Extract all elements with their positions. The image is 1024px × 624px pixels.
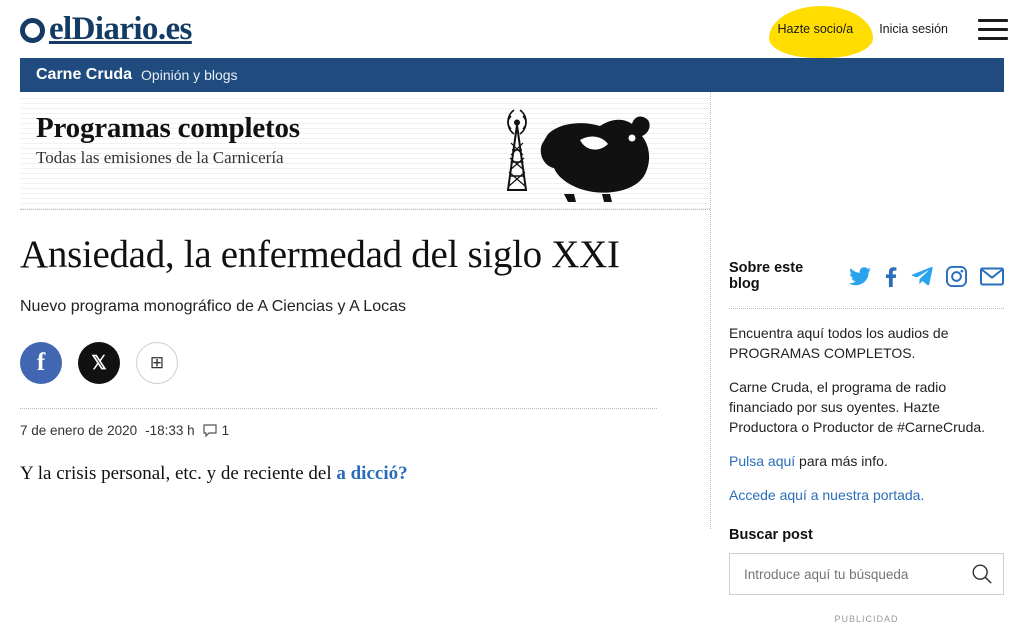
logo-text: elDiario.es — [49, 10, 192, 47]
email-icon[interactable] — [980, 267, 1004, 286]
content-grid — [20, 92, 1004, 624]
share-twitter-x-button[interactable]: 𝕏 — [78, 342, 120, 384]
teaser-link[interactable]: a dicció? — [336, 463, 408, 484]
comment-bubble-icon — [203, 424, 217, 437]
comments-link[interactable] — [203, 423, 230, 438]
programas-completos-banner[interactable] — [20, 98, 710, 210]
blog-section-link[interactable]: Opinión y blogs — [141, 67, 238, 83]
search-icon[interactable] — [971, 563, 993, 585]
search-section-title: Buscar post — [729, 527, 813, 543]
sidebar-paragraph-2: Carne Cruda, el programa de radio financiado por sus oyentes. Hazte Productora o Productor de #CarneCruda. — [729, 379, 986, 435]
hamburger-menu-icon[interactable] — [978, 19, 1008, 40]
banner-text-group — [36, 112, 300, 168]
sidebar-divider — [729, 308, 1004, 309]
burger-line-2 — [978, 28, 1008, 31]
sidebar-about-header — [729, 92, 1004, 292]
pulsa-aqui-link[interactable]: Pulsa aquí — [729, 453, 796, 469]
teaser-text: Y la crisis personal, etc. y de reciente del — [20, 463, 337, 484]
banner-subtitle: Todas las emisiones de la Carnicería — [36, 148, 284, 167]
blog-name-link[interactable]: Carne Cruda — [36, 66, 133, 83]
facebook-icon[interactable] — [884, 265, 898, 287]
logo-circle-icon — [20, 18, 45, 43]
article-body-teaser — [20, 460, 690, 488]
comments-count: 1 — [221, 423, 230, 438]
sidebar — [710, 92, 1004, 624]
pulsa-aqui-tail: para más info. — [795, 453, 888, 469]
sidebar-paragraph-1: Encuentra aquí todos los audios de PROGRAMAS COMPLETOS. — [729, 325, 949, 361]
article-meta — [20, 409, 690, 438]
search-input[interactable] — [742, 566, 971, 583]
accede-portada-link[interactable]: Accede aquí a nuestra portada. — [729, 487, 925, 503]
ad-label: PUBLICIDAD — [834, 614, 899, 624]
blog-breadcrumb-bar — [20, 58, 1004, 92]
banner-title: Programas completos — [36, 112, 300, 144]
instagram-icon[interactable] — [946, 266, 967, 287]
share-more-button[interactable]: ⊞ — [136, 342, 178, 384]
share-facebook-button[interactable]: f — [20, 342, 62, 384]
hazte-socio-wrapper — [777, 0, 853, 58]
sidebar-info-line — [729, 451, 1004, 471]
burger-line-3 — [978, 37, 1008, 40]
article-date: 7 de enero de 2020 — [20, 423, 138, 438]
hazte-socio-link[interactable]: Hazte socio/a — [777, 22, 854, 36]
main-column — [20, 92, 710, 529]
header-right-group — [777, 0, 1008, 58]
article-standfirst: Nuevo programa monográfico de A Ciencias y A Locas — [20, 298, 406, 315]
site-logo[interactable] — [20, 10, 192, 47]
telegram-icon[interactable] — [911, 266, 933, 286]
share-buttons-row — [20, 342, 690, 384]
site-header — [0, 0, 1024, 58]
search-box[interactable] — [729, 553, 1004, 595]
article-time: -18:33 h — [145, 423, 195, 438]
burger-line-1 — [978, 19, 1008, 22]
article-block — [20, 210, 710, 488]
radio-tower-pig-illustration — [484, 98, 664, 202]
page-title: Ansiedad, la enfermedad del siglo XXI — [20, 233, 620, 276]
inicia-sesion-link[interactable]: Inicia sesión — [879, 22, 948, 36]
sidebar-about-title: Sobre este blog — [729, 260, 804, 292]
twitter-icon[interactable] — [849, 267, 871, 286]
